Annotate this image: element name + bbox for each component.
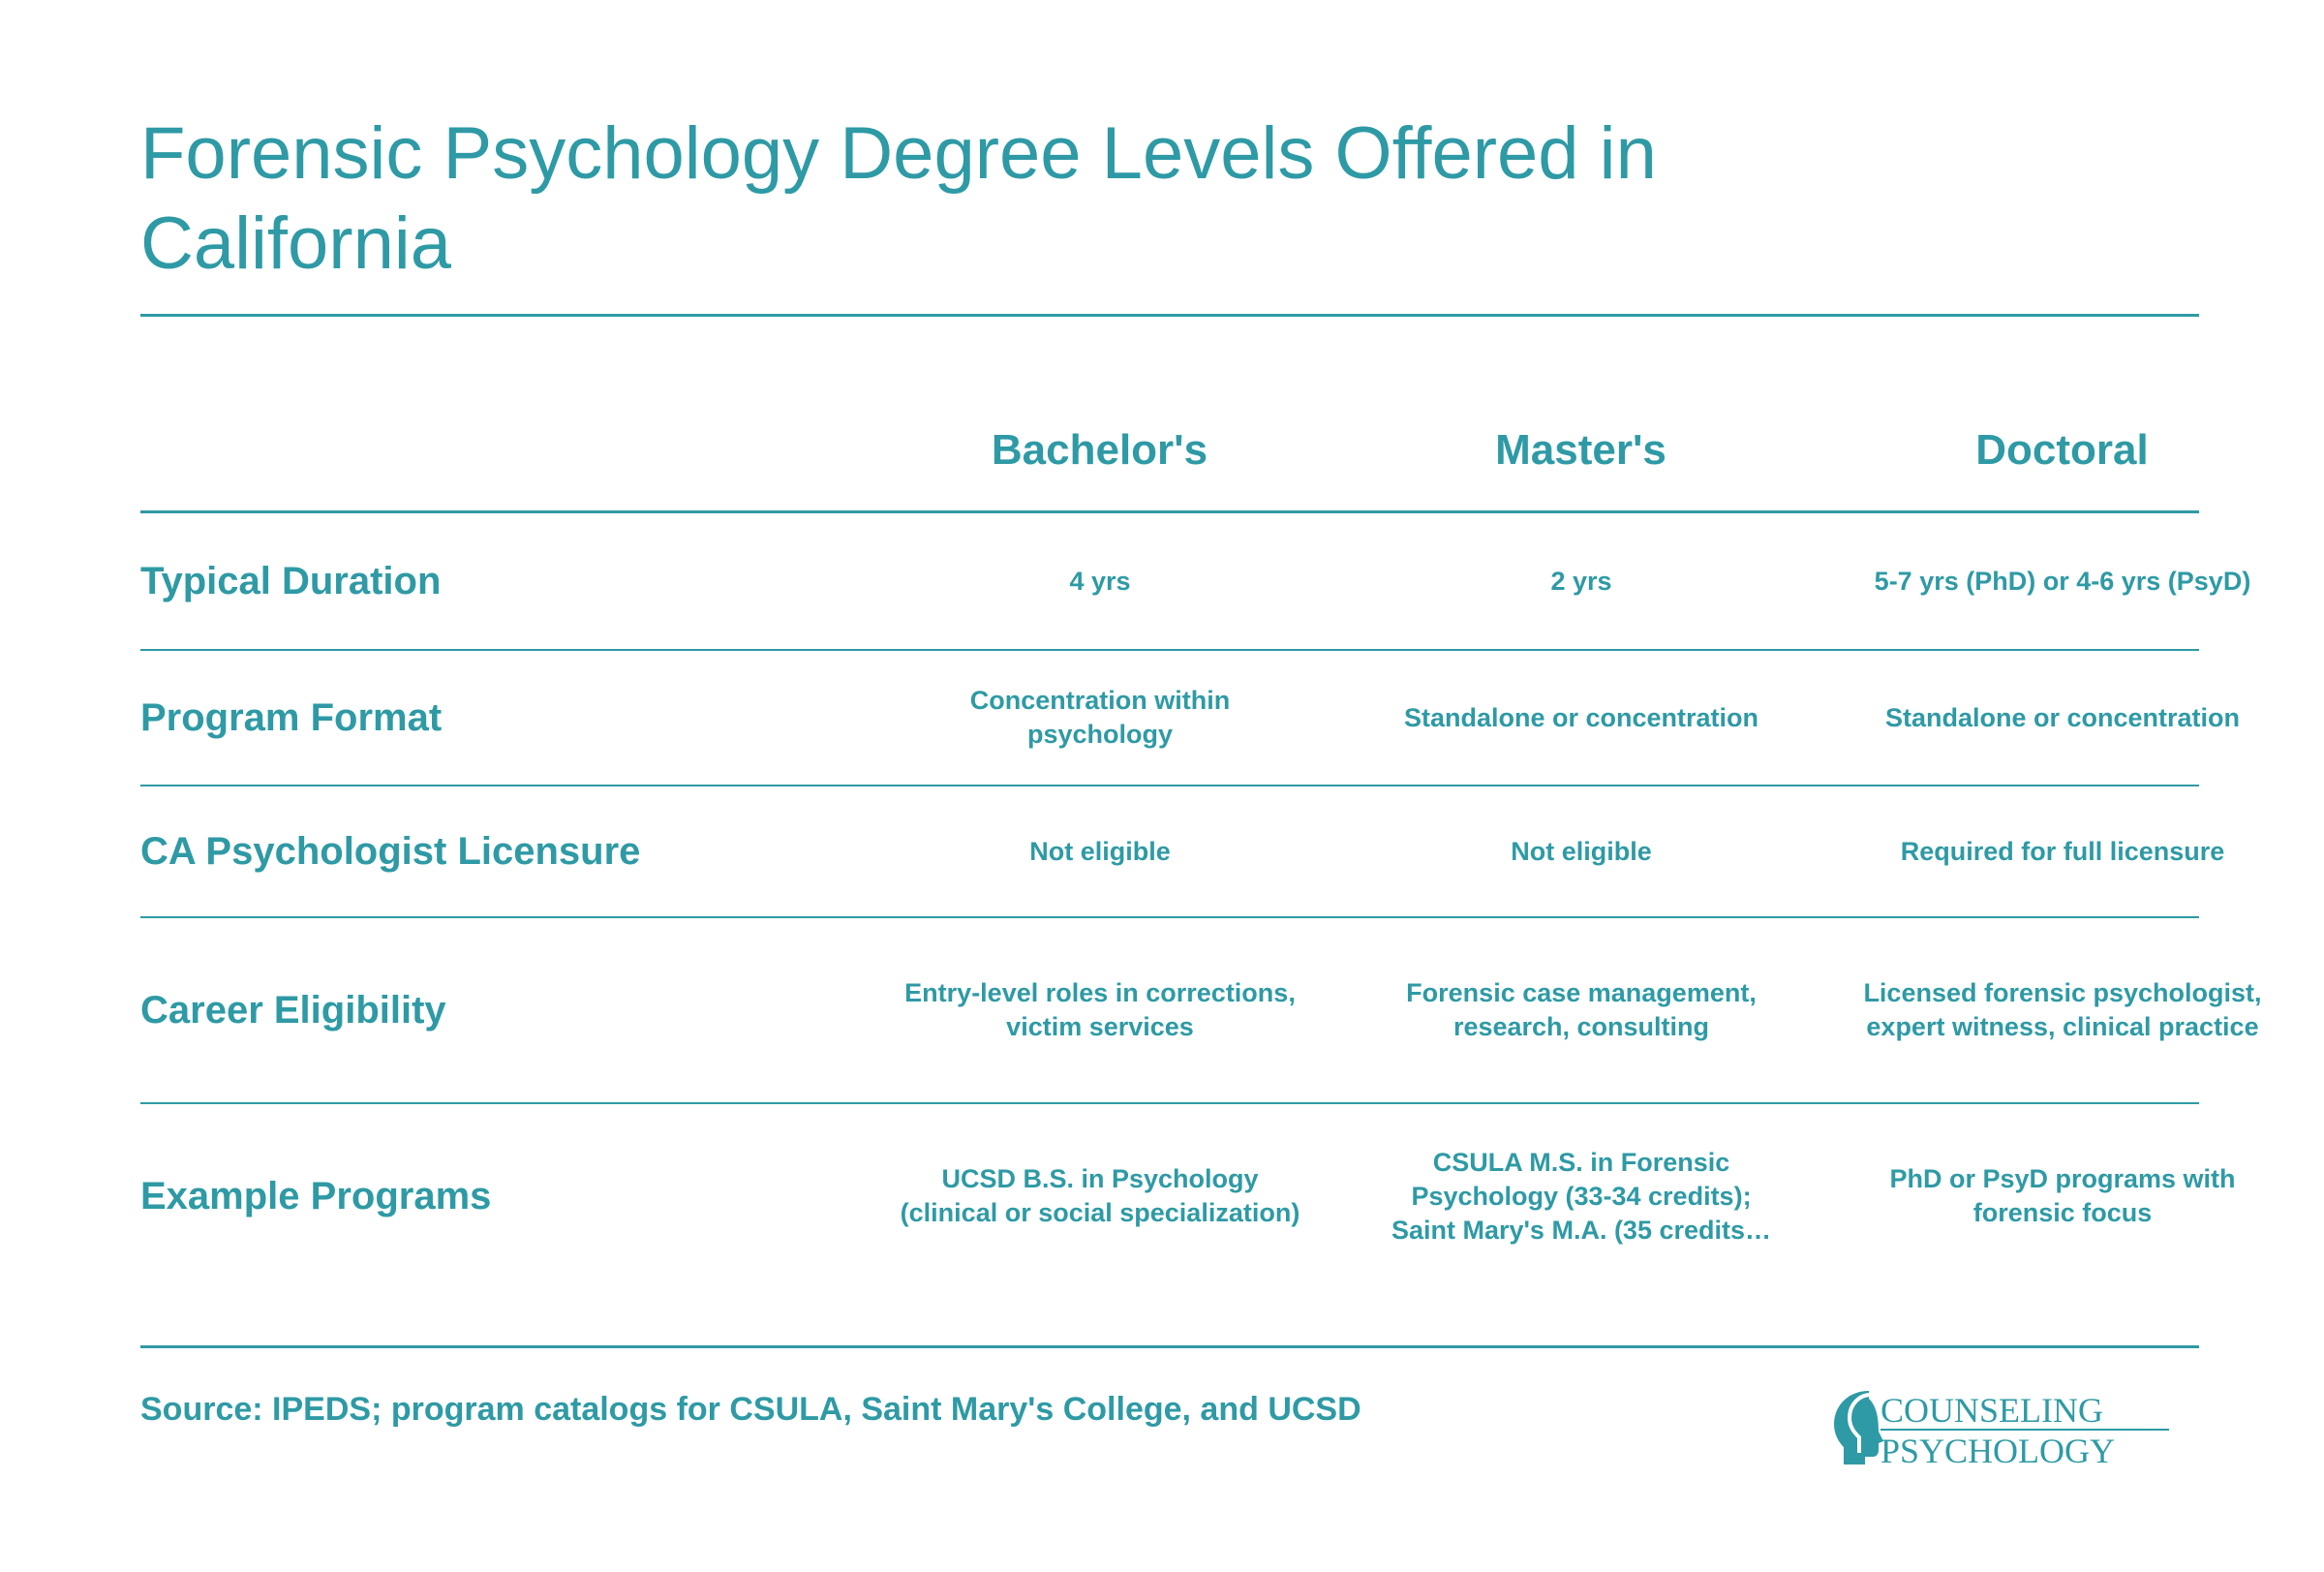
- table-cell: Licensed forensic psychologist, expert witness, clinical practice: [1863, 978, 2262, 1041]
- row-label: Example Programs: [140, 1174, 492, 1218]
- table-cell: 4 yrs: [1069, 566, 1131, 596]
- table-cell: Not eligible: [1029, 836, 1171, 866]
- head-profile-icon: [1834, 1391, 1883, 1464]
- row-label: Typical Duration: [140, 559, 442, 602]
- table-cell: 2 yrs: [1550, 566, 1612, 596]
- counseling-psychology-logo: [1830, 1385, 2179, 1467]
- table-cell: Forensic case management, research, consulting: [1406, 978, 1757, 1041]
- table-cell: PhD or PsyD programs with forensic focus: [1889, 1164, 2236, 1227]
- table-row: [140, 786, 2225, 916]
- source-note: Source: IPEDS; program catalogs for CSULA, Saint Mary's College, and UCSD: [140, 1391, 1361, 1428]
- column-header-doctoral: Doctoral: [1975, 426, 2149, 474]
- table-row: [140, 1104, 2236, 1288]
- table-cell: 5-7 yrs (PhD) or 4-6 yrs (PsyD): [1874, 566, 2251, 596]
- title-divider: [140, 314, 2199, 317]
- table-row: [140, 918, 2262, 1102]
- table-header: [140, 407, 2199, 494]
- table-cell: Entry-level roles in corrections, victim services: [904, 978, 1296, 1041]
- logo-line-2: PSYCHOLOGY: [1881, 1432, 2116, 1467]
- page-title: Forensic Psychology Degree Levels Offered in California: [140, 112, 1657, 285]
- table-cell: Standalone or concentration: [1403, 702, 1759, 732]
- column-header-masters: Master's: [1495, 426, 1667, 474]
- row-label: CA Psychologist Licensure: [140, 829, 641, 873]
- table-cell: Not eligible: [1511, 836, 1652, 866]
- footer-divider: [140, 1345, 2199, 1348]
- page: [140, 0, 2262, 1572]
- table-row: [140, 513, 2251, 649]
- logo-line-1: COUNSELING: [1881, 1391, 2103, 1430]
- table-cell: Required for full licensure: [1900, 836, 2225, 866]
- table-cell: Concentration within psychology: [969, 686, 1231, 749]
- row-label: Program Format: [140, 695, 443, 739]
- table-row: [140, 651, 2241, 785]
- table-cell: Standalone or concentration: [1884, 702, 2241, 732]
- column-header-bachelors: Bachelor's: [991, 426, 1208, 474]
- table-cell: UCSD B.S. in Psychology (clinical or social specialization): [900, 1164, 1300, 1227]
- row-label: Career Eligibility: [140, 988, 446, 1032]
- table-cell: CSULA M.S. in Forensic Psychology (33-34 credits); Saint Mary's M.A. (35 credits…: [1391, 1147, 1772, 1245]
